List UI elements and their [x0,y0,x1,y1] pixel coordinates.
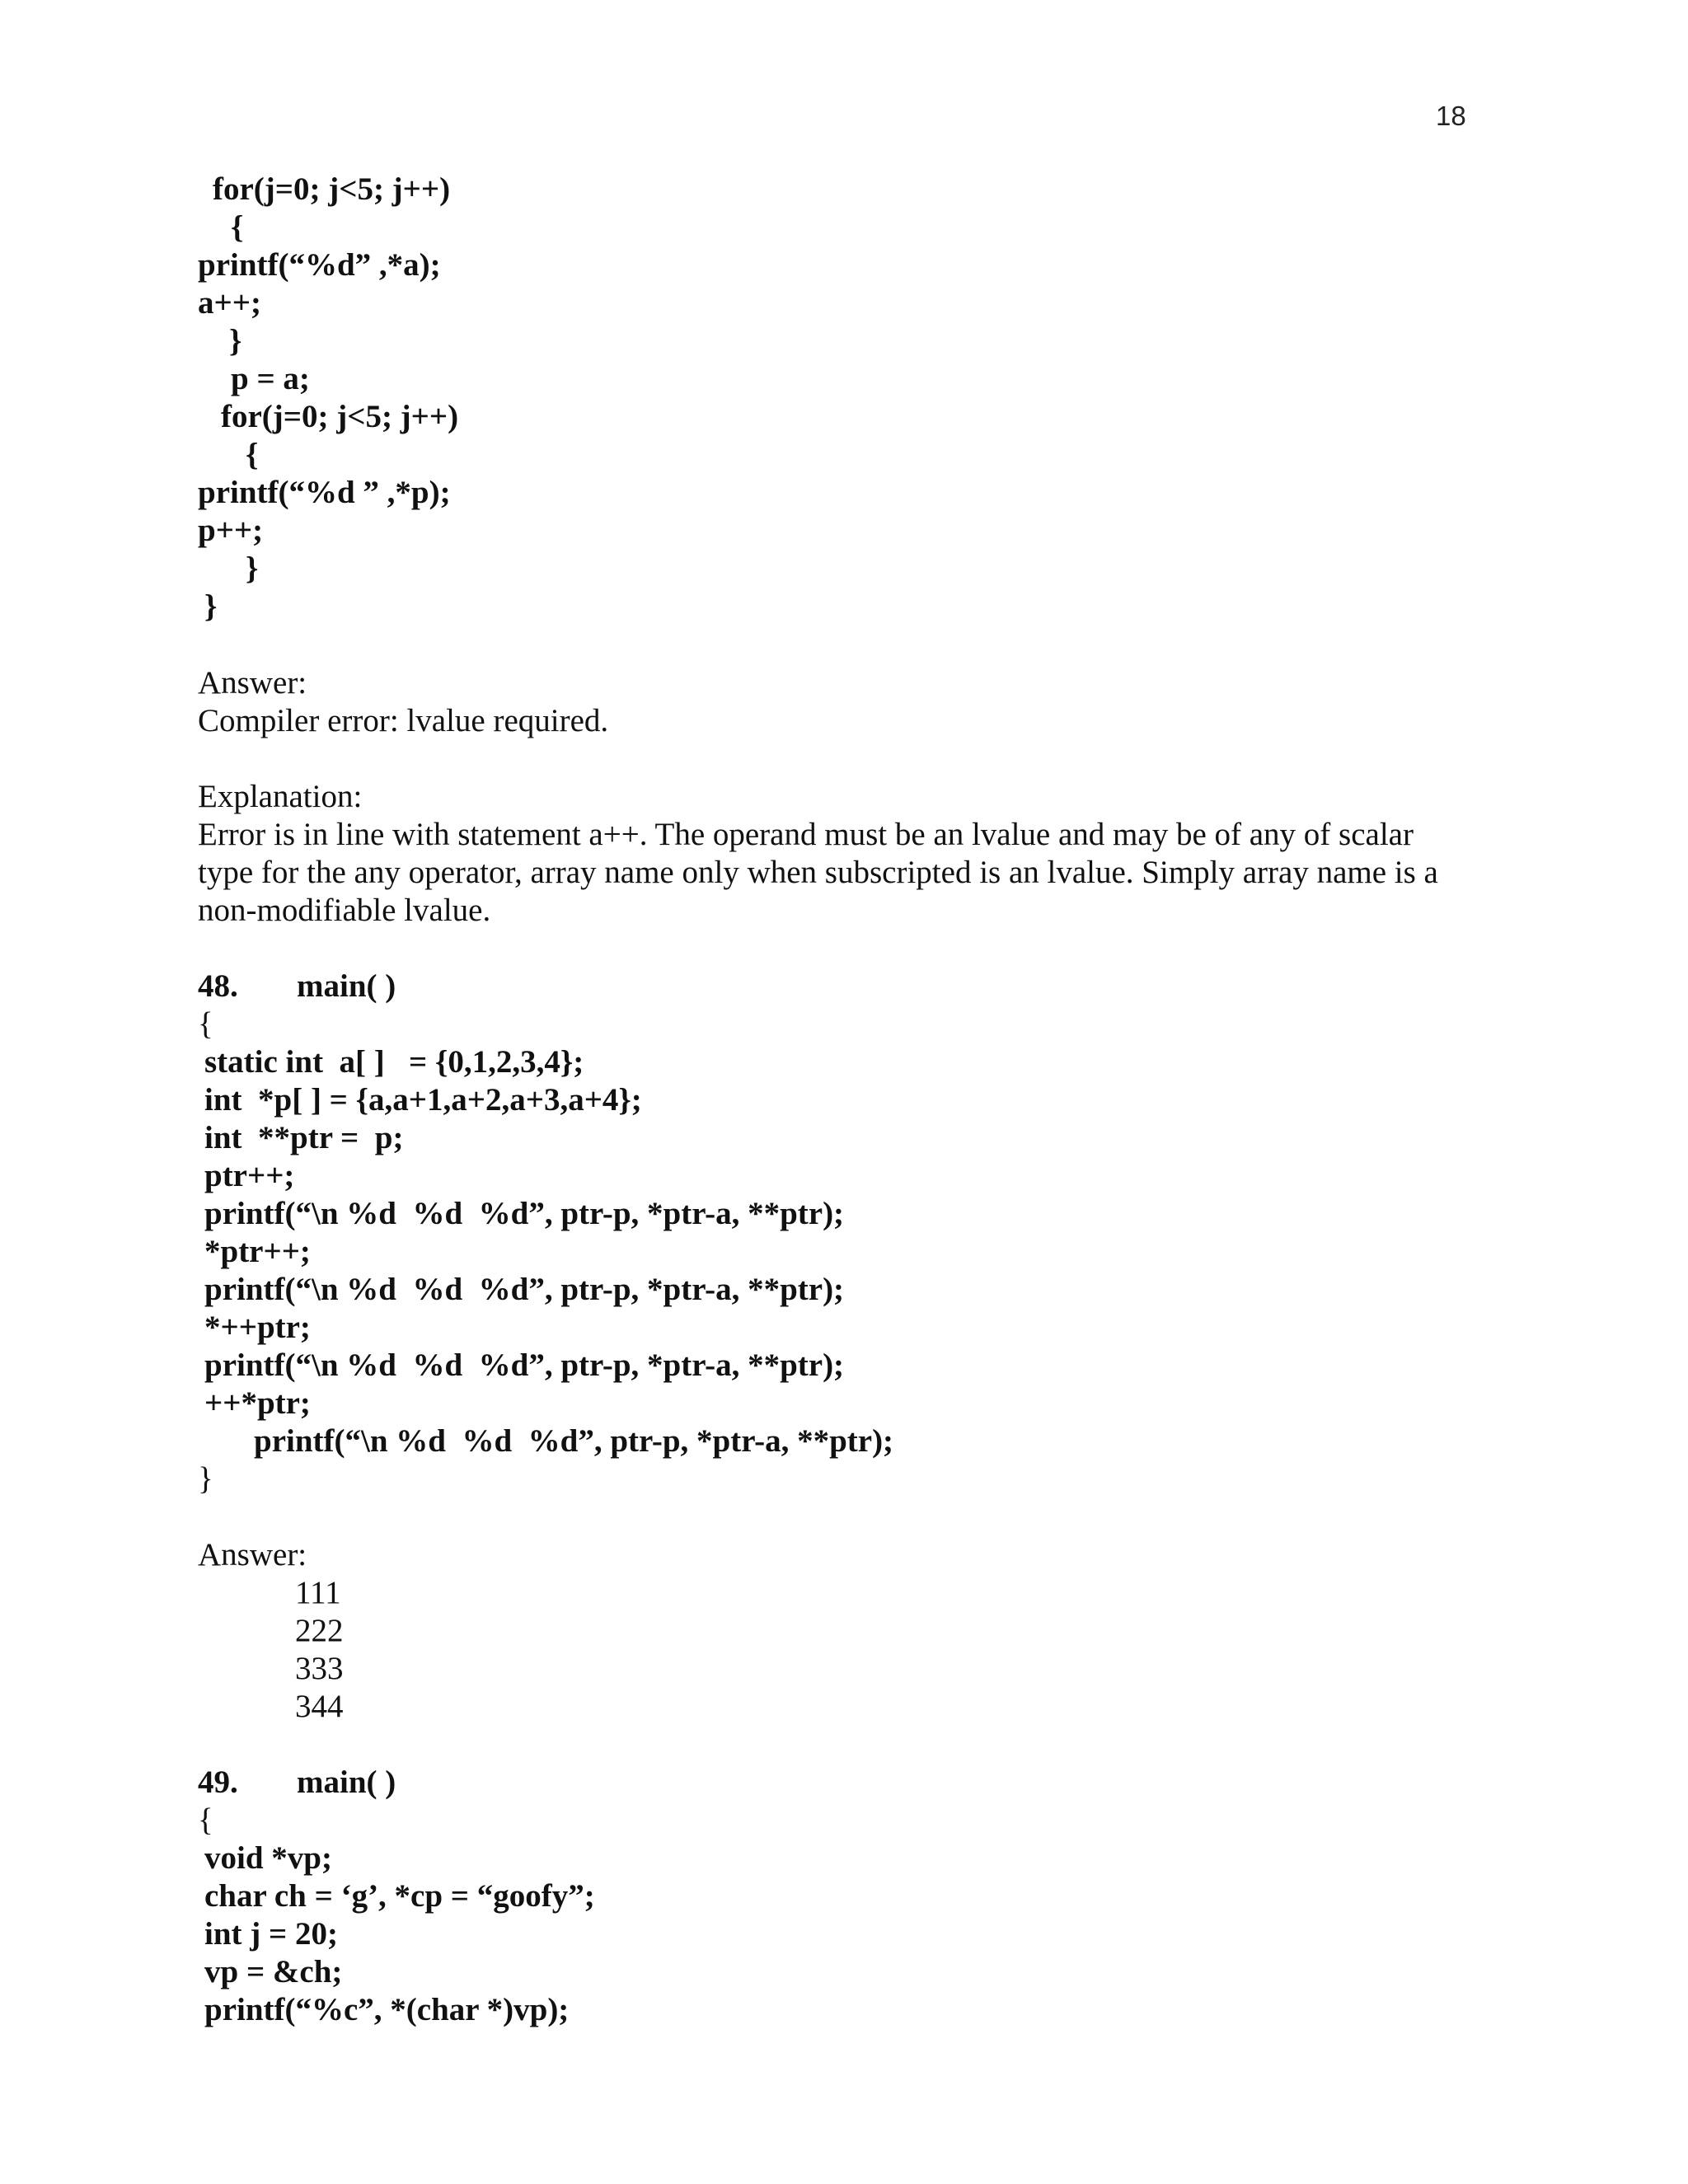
question-title: main( ) [297,968,396,1004]
explanation-line: type for the any operator, array name only when subscripted is an lvalue. Simply array name is a [198,855,1438,890]
code-line: int j = 20; [204,1916,338,1952]
code-line: for(j=0; j<5; j++) [213,171,451,207]
explanation-line: Error is in line with statement a++. The operand must be an lvalue and may be of any of scalar [198,817,1414,852]
page-number: 18 [1436,101,1466,131]
explanation-label: Explanation: [198,779,363,814]
code-line: } [198,1461,213,1497]
code-line: printf(“\n %d %d %d”, ptr-p, *ptr-a, **ptr); [204,1347,845,1383]
answer-line: 222 [295,1613,344,1648]
question-number: 48. [198,968,238,1004]
code-line: printf(“%d ” ,*p); [198,475,451,510]
code-line: } [204,588,218,624]
question-title: main( ) [297,1765,396,1800]
question-number: 49. [198,1765,238,1800]
code-line: printf(“%d” ,*a); [198,247,441,283]
answer-label: Answer: [198,1537,307,1572]
code-line: printf(“%c”, *(char *)vp); [204,1992,570,2027]
code-line: static int a[ ] = {0,1,2,3,4}; [204,1044,584,1080]
code-line: ptr++; [204,1158,295,1193]
answer-line: 111 [295,1575,341,1610]
answer-label: Answer: [198,665,307,701]
code-line: int *p[ ] = {a,a+1,a+2,a+3,a+4}; [204,1082,642,1118]
code-line: *++ptr; [204,1310,311,1345]
code-line: p++; [198,513,264,548]
code-line: for(j=0; j<5; j++) [221,399,459,434]
code-line: ++*ptr; [204,1385,311,1421]
code-line: { [198,1006,213,1042]
code-line: printf(“\n %d %d %d”, ptr-p, *ptr-a, **ptr); [204,1196,845,1231]
answer-text: Compiler error: lvalue required. [198,703,609,738]
code-line: { [198,1802,213,1838]
code-line: int **ptr = p; [204,1120,404,1155]
code-line: printf(“\n %d %d %d”, ptr-p, *ptr-a, **ptr); [204,1272,845,1307]
answer-line: 344 [295,1689,344,1724]
code-line: { [231,209,244,245]
code-line: vp = &ch; [204,1954,343,1990]
code-line: void *vp; [204,1840,332,1876]
code-line: { [246,437,259,472]
code-line: char ch = ‘g’, *cp = “goofy”; [204,1878,595,1914]
code-line: printf(“\n %d %d %d”, ptr-p, *ptr-a, **ptr); [254,1423,894,1459]
code-line: } [229,323,242,359]
code-line: *ptr++; [204,1234,311,1269]
answer-line: 333 [295,1651,344,1686]
code-line: } [246,551,259,586]
code-line: a++; [198,285,261,321]
code-line: p = a; [231,361,310,396]
explanation-line: non-modifiable lvalue. [198,893,491,928]
